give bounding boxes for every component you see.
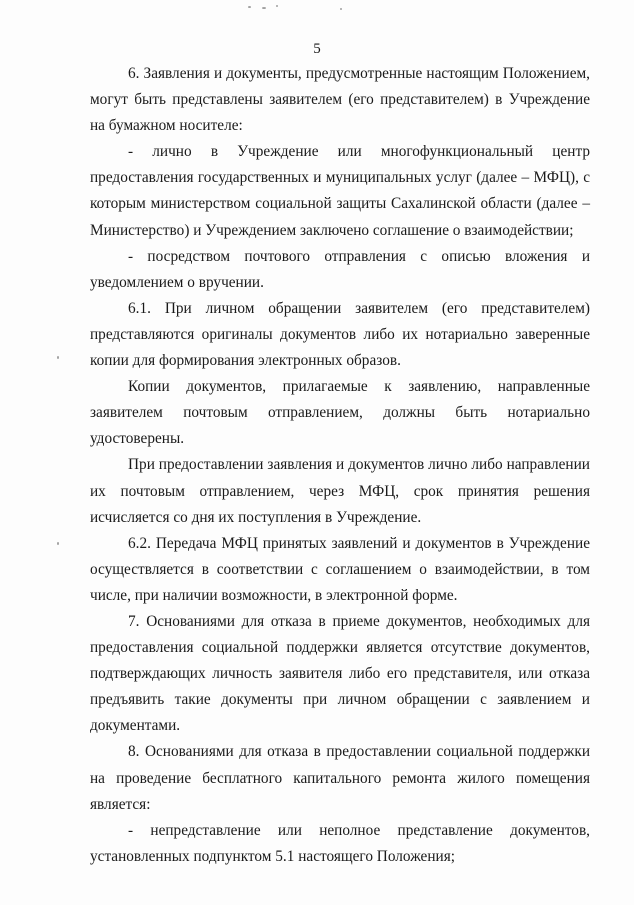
scan-artifact [262, 7, 266, 9]
paragraph-6-2: 6.2. Передача МФЦ принятых заявлений и документов в Учреждение осуществляется в соответствии с соглашением о взаимодействии, в том числе, при наличии возможности, в электронной форме. [90, 534, 590, 604]
page-number: 5 [313, 41, 321, 57]
scan-artifact [276, 5, 278, 7]
paragraph-copies: Копии документов, прилагаемые к заявлению, направленные заявителем почтовым отправлением, должны быть нотариально удостоверены. [90, 378, 590, 448]
document-body [90, 61, 590, 870]
paragraph-deadline: При предоставлении заявления и документов лично либо направлении их почтовым отправлением, через МФЦ, срок принятия решения исчисляется со дня их поступления в Учреждение. [90, 456, 590, 526]
paragraph-list-item-in-person: - лично в Учреждение или многофункциональный центр предоставления государственных и муниципальных услуг (далее – МФЦ), с которым министерством социальной защиты Сахалинской области (далее – Министерство) и Учреждением заключено соглашение о взаимодействии; [90, 143, 590, 239]
scan-artifact [248, 6, 251, 8]
scan-artifact [57, 356, 59, 359]
scan-artifact [57, 542, 59, 545]
paragraph-list-item-nonsubmission: - непредставление или неполное представление документов, установленных подпунктом 5.1 настоящего Положения; [90, 821, 590, 865]
paragraph-7: 7. Основаниями для отказа в приеме документов, необходимых для предоставления социальной поддержки является отсутствие документов, подтверждающих личность заявителя либо его представителя, или отказа предъявить такие документы при личном обращении с заявлением и документами. [90, 612, 590, 735]
paragraph-6-1: 6.1. При личном обращении заявителем (его представителем) представляются оригиналы документов либо их нотариально заверенные копии для формирования электронных образов. [90, 299, 590, 370]
paragraph-8: 8. Основаниями для отказа в предоставлении социальной поддержки на проведение бесплатного капитального ремонта жилого помещения является: [90, 743, 590, 813]
scan-artifact [340, 8, 342, 10]
paragraph-list-item-by-mail: - посредством почтового отправления с описью вложения и уведомлением о вручении. [90, 247, 590, 291]
paragraph-6: 6. Заявления и документы, предусмотренные настоящим Положением, могут быть представлены заявителем (его представителем) в Учреждение на бумажном носителе: [90, 65, 590, 135]
